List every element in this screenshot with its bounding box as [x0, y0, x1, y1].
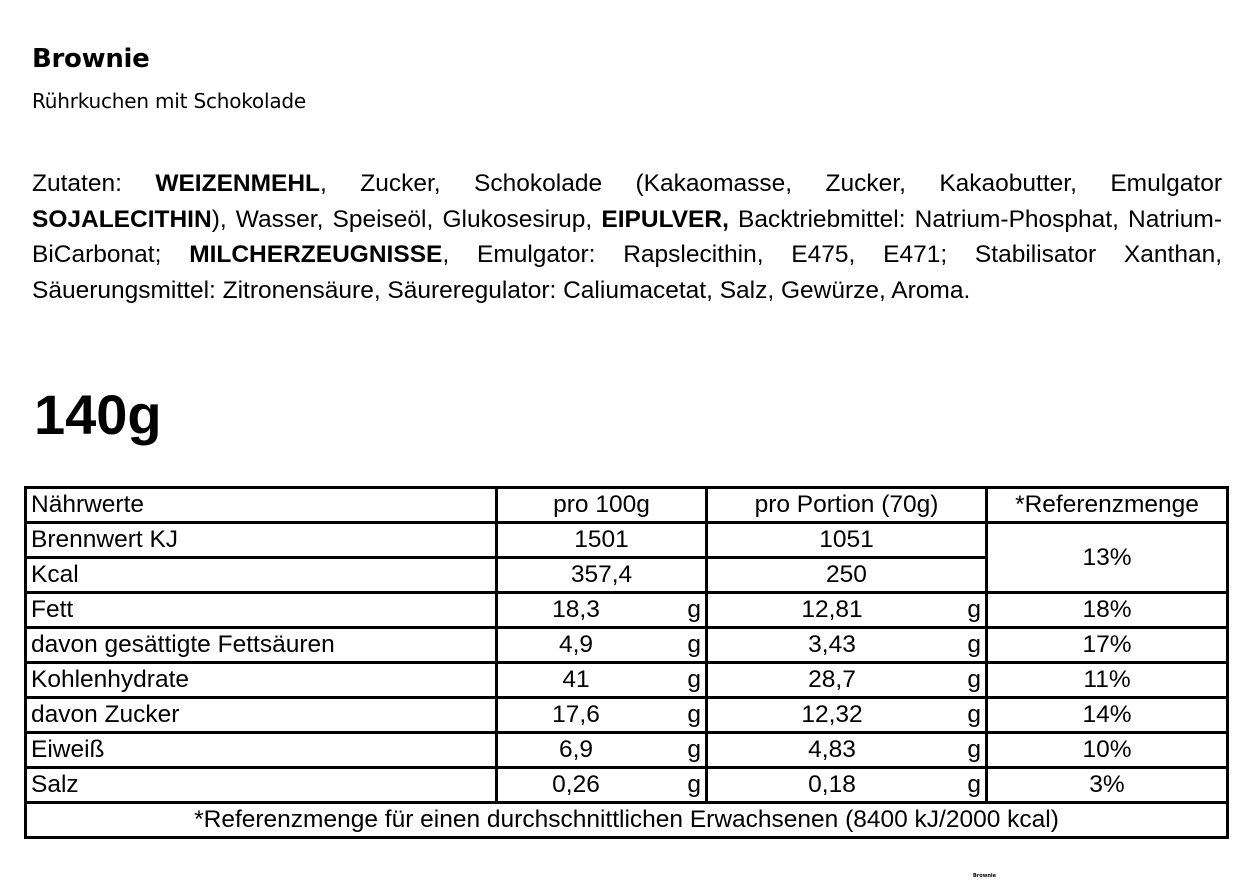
- nutrient-name: Eiweiß: [26, 733, 497, 768]
- nutrient-per-portion: [707, 628, 987, 663]
- nutrient-per-portion-unit: g: [967, 596, 981, 623]
- nutrient-per-portion: [707, 768, 987, 803]
- nutrient-per-100g: [497, 733, 707, 768]
- nutrient-per-portion-value: 0,18: [808, 771, 856, 798]
- nutrient-reference: 11%: [987, 663, 1228, 698]
- nutrient-per-100g: [497, 593, 707, 628]
- nutrient-per-portion-value: 3,43: [808, 631, 856, 658]
- nutrient-per-portion: [707, 733, 987, 768]
- energy-kcal-per-portion: 250: [707, 558, 987, 593]
- ingredient-text: ), Wasser, Speiseöl, Glukosesirup,: [211, 205, 602, 233]
- nutrient-reference: 17%: [987, 628, 1228, 663]
- nutrient-per-100g: [497, 698, 707, 733]
- nutrient-per-portion-unit: g: [967, 771, 981, 798]
- allergen-text: MILCHERZEUGNISSE: [189, 241, 443, 268]
- nutrient-name: davon gesättigte Fettsäuren: [26, 628, 497, 663]
- energy-kj-per-100g: 1501: [497, 523, 707, 558]
- nutrition-table: [24, 486, 1229, 839]
- nutrient-row: [26, 593, 1228, 628]
- ingredients-list: [32, 166, 1222, 308]
- nutrient-per-100g-value: 6,9: [558, 736, 594, 763]
- nutrient-reference: 18%: [987, 593, 1228, 628]
- nutrient-per-100g-unit: g: [687, 736, 701, 763]
- nutrient-per-100g-unit: g: [687, 666, 701, 693]
- ingredients-text: [32, 170, 1222, 304]
- nutrient-name: davon Zucker: [26, 698, 497, 733]
- energy-kcal-per-100g: 357,4: [497, 558, 707, 593]
- energy-kj-per-portion: 1051: [707, 523, 987, 558]
- energy-reference: 13%: [987, 523, 1228, 593]
- watermark-label: Brownie: [973, 873, 996, 879]
- nutrient-row: [26, 698, 1228, 733]
- nutrient-per-100g: [497, 768, 707, 803]
- energy-kj-label: Brennwert KJ: [26, 523, 497, 558]
- nutrient-row: [26, 628, 1228, 663]
- net-weight: 140g: [34, 383, 162, 446]
- allergen-text: EIPULVER,: [601, 205, 729, 233]
- nutrient-per-100g-value: 4,9: [558, 631, 594, 658]
- nutrient-per-portion-unit: g: [967, 736, 981, 763]
- nutrient-reference: 14%: [987, 698, 1228, 733]
- ingredient-text: Backtriebmittel: Natrium-Phosphat, Natrium-BiCarbonat;: [32, 205, 1222, 268]
- nutrient-per-100g-unit: g: [687, 596, 701, 623]
- nutrient-per-portion-unit: g: [967, 701, 981, 728]
- energy-kj-row: [26, 523, 1228, 558]
- allergen-text: WEIZENMEHL: [155, 170, 321, 197]
- nutrient-per-portion: [707, 593, 987, 628]
- header-nutrient: Nährwerte: [26, 488, 497, 523]
- nutrient-per-100g-value: 17,6: [552, 701, 600, 728]
- nutrient-per-portion: [707, 663, 987, 698]
- product-title: Brownie: [32, 44, 150, 74]
- nutrient-per-portion-value: 12,81: [801, 596, 863, 623]
- nutrient-per-100g: [497, 628, 707, 663]
- nutrient-per-100g-value: 41: [562, 666, 590, 693]
- nutrient-per-100g-unit: g: [687, 701, 701, 728]
- ingredient-text: , Zucker, Schokolade (Kakaomasse, Zucker, Kakaobutter, Emulgator: [320, 170, 1222, 197]
- allergen-text: SOJALECITHIN: [32, 205, 212, 233]
- nutrient-per-portion-value: 4,83: [808, 736, 856, 763]
- ingredient-text: , Emulgator: Rapslecithin, E475, E471; Stabilisator Xanthan, Säuerungsmittel: Zitronensäure, Säureregulator: Caliumacetat, Salz, Gewürze, Aroma.: [32, 241, 1223, 304]
- header-per-100g: pro 100g: [497, 488, 707, 523]
- ingredients-label: Zutaten:: [32, 170, 122, 197]
- nutrient-per-100g-unit: g: [687, 771, 701, 798]
- header-per-portion: pro Portion (70g): [707, 488, 987, 523]
- nutrient-reference: 10%: [987, 733, 1228, 768]
- nutrient-per-portion: [707, 698, 987, 733]
- footnote-row: [26, 803, 1228, 838]
- nutrient-name: Kohlenhydrate: [26, 663, 497, 698]
- energy-kcal-label: Kcal: [26, 558, 497, 593]
- nutrient-per-100g-value: 0,26: [552, 771, 600, 798]
- nutrient-row: [26, 663, 1228, 698]
- nutrient-per-100g-unit: g: [687, 631, 701, 658]
- nutrient-per-100g-value: 18,3: [552, 596, 600, 623]
- nutrient-per-portion-value: 28,7: [808, 666, 856, 693]
- nutrient-per-portion-unit: g: [967, 666, 981, 693]
- nutrition-header-row: [26, 488, 1228, 523]
- nutrient-row: [26, 768, 1228, 803]
- product-description: Rührkuchen mit Schokolade: [32, 89, 306, 113]
- nutrient-row: [26, 733, 1228, 768]
- nutrient-per-portion-unit: g: [967, 631, 981, 658]
- header-reference: *Referenzmenge: [987, 488, 1228, 523]
- reference-footnote: *Referenzmenge für einen durchschnittlichen Erwachsenen (8400 kJ/2000 kcal): [26, 803, 1228, 838]
- nutrient-per-100g: [497, 663, 707, 698]
- nutrient-per-portion-value: 12,32: [801, 701, 863, 728]
- nutrient-reference: 3%: [987, 768, 1228, 803]
- nutrient-name: Fett: [26, 593, 497, 628]
- nutrient-name: Salz: [26, 768, 497, 803]
